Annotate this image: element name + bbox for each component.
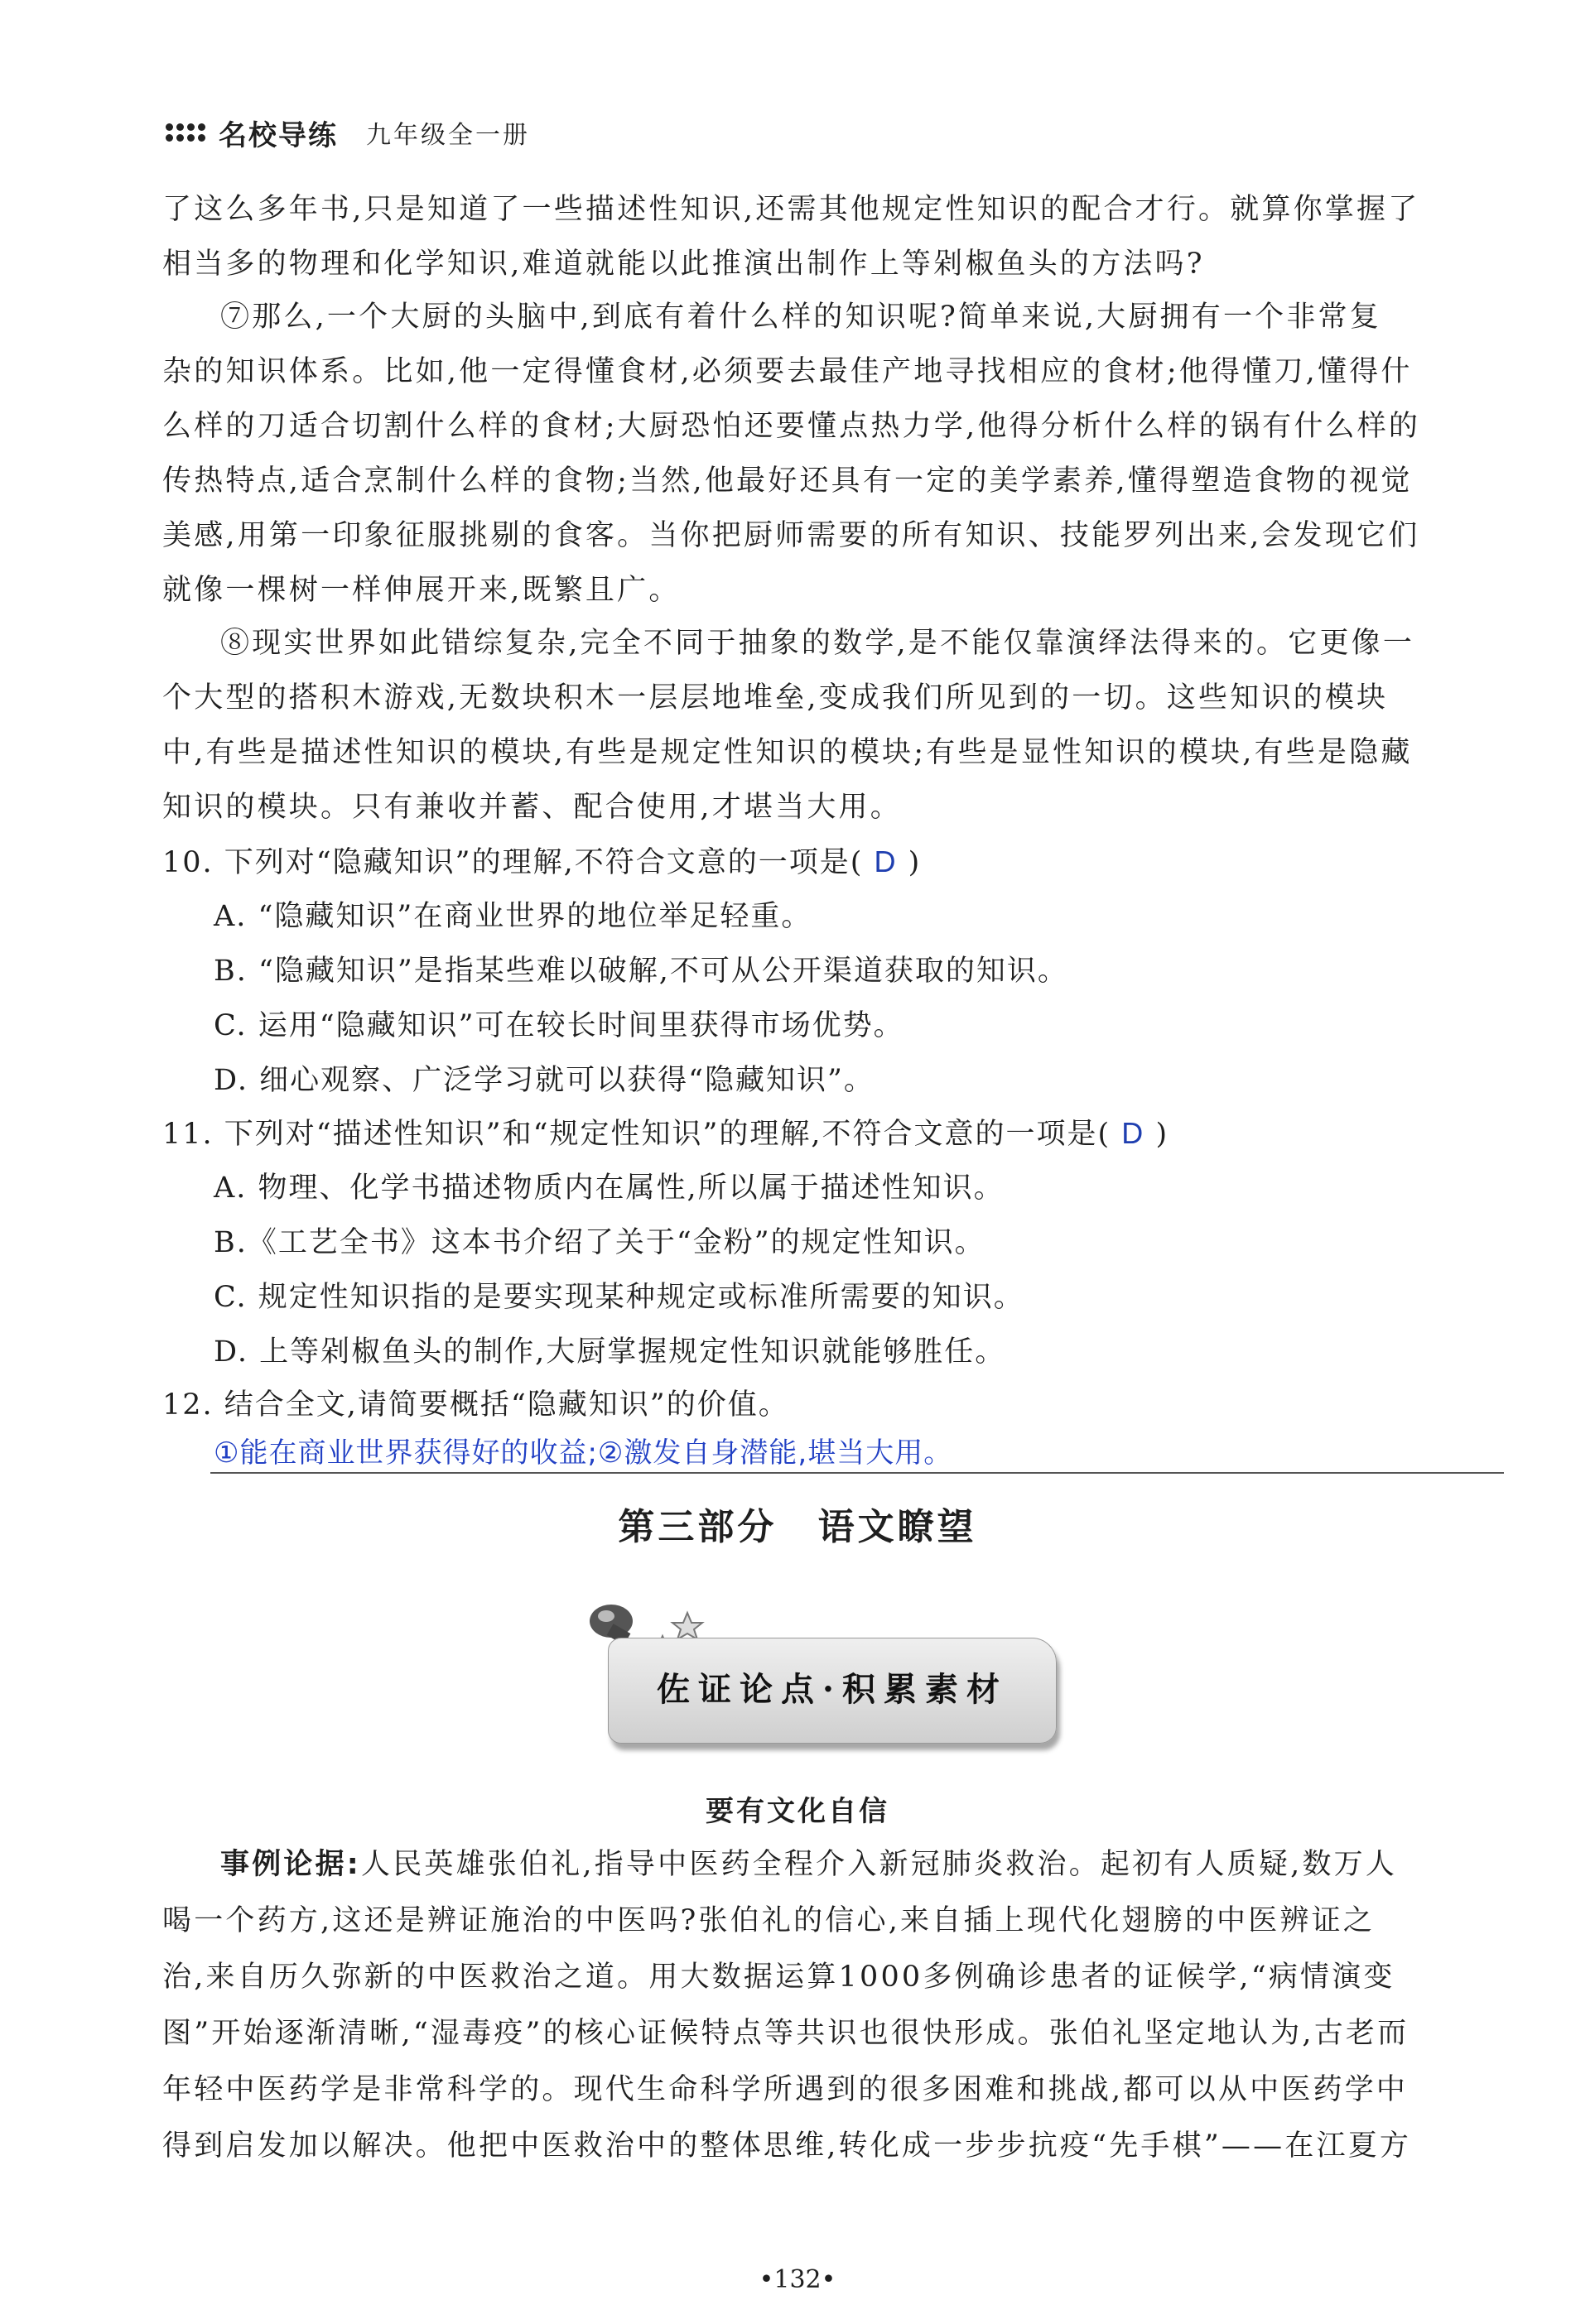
option-d: D. 细心观察、广泛学习就可以获得“隐藏知识”。 (214, 1064, 875, 1097)
question-12 (162, 1378, 1504, 1479)
option-c: C. 运用“隐藏知识”可在较长时间里获得市场优势。 (214, 1009, 904, 1042)
passage-line: 杂的知识体系。比如,他一定得懂食材,必须要去最佳产地寻找相应的食材;他得懂刀,懂得什 (162, 355, 1413, 388)
paragraph-8 (162, 616, 1504, 835)
option-c: C. 规定性知识指的是要实现某种规定或标准所需要的知识。 (214, 1281, 1024, 1314)
page-number: •132• (759, 2265, 836, 2294)
essay-line: 年轻中医药学是非常科学的。现代生命科学所遇到的很多困难和挑战,都可以从中医药学中 (162, 2073, 1409, 2106)
essay-line: 治,来自历久弥新的中医救治之道。用大数据运算1000多例确诊患者的证候学,“病情演变 (162, 1961, 1395, 1994)
question-stem: 10. 下列对“隐藏知识”的理解,不符合文意的一项是( D ) (162, 844, 922, 879)
paragraph-7 (162, 290, 1504, 618)
option-d: D. 上等剁椒鱼头的制作,大厨掌握规定性知识就能够胜任。 (214, 1335, 1006, 1369)
passage-line: 相当多的物理和化学知识,难道就能以此推演出制作上等剁椒鱼头的方法吗? (162, 248, 1205, 281)
essay-line: 事例论据:人民英雄张伯礼,指导中医药全程介入新冠肺炎救治。起初有人质疑,数万人 (220, 1848, 1398, 1881)
question-10 (162, 835, 1504, 1108)
dots-icon (166, 123, 205, 142)
passage-line: 美感,用第一印象征服挑剔的食客。当你把厨师需要的所有知识、技能罗列出来,会发现它们 (162, 519, 1420, 552)
option-a: A. 物理、化学书描述物质内在属性,所以属于描述性知识。 (214, 1172, 1005, 1205)
book-grade: 九年级全一册 (366, 121, 530, 150)
passage-line: 知识的模块。只有兼收并蓄、配合使用,才堪当大用。 (162, 791, 902, 824)
passage-line: 个大型的搭积木游戏,无数块积木一层层地堆垒,变成我们所见到的一切。这些知识的模块 (162, 681, 1389, 715)
passage-line: 中,有些是描述性知识的模块,有些是规定性知识的模块;有些是显性知识的模块,有些是隐藏 (162, 736, 1413, 769)
essay-title: 要有文化自信 (706, 1795, 889, 1828)
page-header (166, 113, 530, 152)
question-11 (162, 1106, 1504, 1379)
option-a: A. “隐藏知识”在商业世界的地位举足轻重。 (214, 900, 812, 933)
banner-plate (608, 1638, 1057, 1744)
essay-line: 得到启发加以解决。他把中医救治中的整体思维,转化成一步步抗疫“先手棋”——在江夏方 (162, 2129, 1412, 2163)
question-stem: 12. 结合全文,请简要概括“隐藏知识”的价值。 (162, 1388, 789, 1422)
evidence-label: 事例论据: (220, 1848, 361, 1881)
essay-body (162, 1836, 1504, 2174)
answer-mark: D (874, 844, 898, 878)
section-title: 第三部分 语文瞭望 (618, 1506, 977, 1548)
passage-line: 了这么多年书,只是知道了一些描述性知识,还需其他规定性知识的配合才行。就算你掌握了 (162, 193, 1420, 226)
passage-line: ⑧现实世界如此错综复杂,完全不同于抽象的数学,是不能仅靠演绎法得来的。它更像一 (220, 627, 1415, 660)
passage-line: ⑦那么,一个大厨的头脑中,到底有着什么样的知识呢?简单来说,大厨拥有一个非常复 (220, 301, 1381, 334)
option-b: B.《工艺全书》这本书介绍了关于“金粉”的规定性知识。 (214, 1226, 985, 1259)
book-brand: 名校导练 (219, 118, 338, 152)
passage-line: 就像一棵树一样伸展开来,既繁且广。 (162, 574, 681, 607)
passage-line: 传热特点,适合烹制什么样的食物;当然,他最好还具有一定的美学素养,懂得塑造食物的视觉 (162, 464, 1413, 498)
answer-underline (210, 1472, 1504, 1474)
handwritten-answer: ①能在商业世界获得好的收益;②激发自身潜能,堪当大用。 (214, 1436, 953, 1470)
essay-line: 喝一个药方,这还是辨证施治的中医吗?张伯礼的信心,来自插上现代化翅膀的中医辨证之 (162, 1904, 1376, 1937)
answer-mark: D (1121, 1116, 1145, 1150)
essay-line: 图”开始逐渐清晰,“湿毒疫”的核心证候特点等共识也很快形成。张伯礼坚定地认为,古老而 (162, 2017, 1409, 2050)
option-b: B. “隐藏知识”是指某些难以破解,不可从公开渠道获取的知识。 (214, 955, 1068, 988)
banner-text: 佐证论点·积累素材 (657, 1670, 1008, 1709)
passage-line: 么样的刀适合切割什么样的食材;大厨恐怕还要懂点热力学,他得分析什么样的锅有什么样的 (162, 410, 1421, 443)
question-stem: 11. 下列对“描述性知识”和“规定性知识”的理解,不符合文意的一项是( D ) (162, 1116, 1169, 1151)
passage-continuation (162, 182, 1504, 291)
banner (563, 1588, 1077, 1754)
